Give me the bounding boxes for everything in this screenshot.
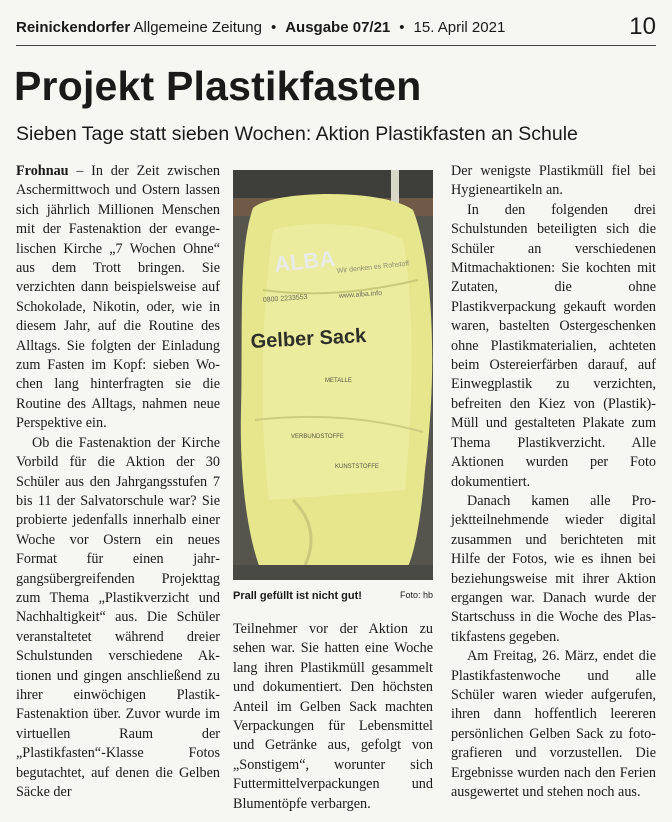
article-column-2 xyxy=(233,620,433,814)
article-title: Projekt Plastikfasten xyxy=(14,63,422,109)
bag-label-verbund: VERBUNDSTOFFE xyxy=(291,434,344,440)
issue-number: Ausgabe 07/21 xyxy=(285,18,391,36)
yellow-bag-photo xyxy=(233,170,433,580)
newspaper-name: Reinickendorfer Allgemeine Zeitung xyxy=(16,18,262,36)
masthead xyxy=(16,12,656,42)
masthead-rule xyxy=(16,45,656,46)
issue-date: 15. April 2021 xyxy=(413,18,506,36)
paragraph: Am Freitag, 26. März, endet die Plastikfastenwoche und alle Schüler waren wieder aufgerufen, ihren dann hoffentlich leereren persönlichen Gelben Sack zu fotografieren und vorzustellen. Die Ergebnisse wurden nach den Ferien ausgewertet und stehen noch aus. xyxy=(451,648,656,800)
paragraph: Teilnehmer vor der Aktion zu sehen war. Sie hatten eine Woche lang ihren Plastikmüll gesammelt und dokumentiert. Den höchsten Anteil im Gelben Sack machten Verpackungen für Lebensmittel und Getränke aus, gefolgt von „Sonstigem“, worunter sich Futtermittelverpackungen und Blumentöpfe verbargen. xyxy=(233,621,433,812)
paragraph: In den folgenden drei Schulstunden beteiligten sich die Schüler an verschiedenen Mitmachaktionen: Sie kochten mit Zutaten, die ohne Plastikverpackung gekauft worden waren, bastelten Ostergeschenken ohne Plastikmaterialien, achteten beim Ostereierfärben darauf, auf Einwegplastik zu verzichten, befreiten den Kiez von (Plastik)-Müll und gestalteten Plakate zum Thema Plastikverzicht. Alle Aktionen wurden per Foto dokumentiert. xyxy=(451,201,656,490)
paragraph: Ob die Fastenaktion der Kirche Vorbild für die Aktion der 30 Schüler aus den Jahrgangsstufen 7 bis 11 der Salvatorschule war? Sie probierte jedenfalls innerhalb einer Woche vor Ostern ein neues Format für einen jahrgangsübergreifenden Projekttag zum Thema „Plastikverzicht und Nachhaltigkeit“ aus. Die Schüler veranstaltetet während dreier Schulstunden verschiedene Aktionen und gingen anschließend zu ihrer einwöchigen Plastik-Fastenaktion über. Zuvor wurde im virtuellen Raum der „Plastikfasten“-Klasse Fotos begutachtet, auf denen die Gelben Säcke der xyxy=(16,434,220,800)
paragraph: Danach kamen alle Projektteilnehmende wieder digital zusammen und berichteten mit Hilfe der Fotos, wie es ihnen bei beziehungsweise mit ihrer Aktion ergangen war. Danach wurde der Startschuss in die Woche des Plastikfastens gegeben. xyxy=(451,492,656,645)
photo-credit: Foto: hb xyxy=(399,590,433,600)
bag-slogan: Wir denken es Rohstoff xyxy=(336,260,410,275)
bag-web: www.alba.info xyxy=(338,289,383,300)
paragraph: Der wenigste Plastikmüll fiel bei Hygieneartikeln an. xyxy=(451,163,656,199)
article-column-3 xyxy=(451,162,656,802)
bag-phone: 0800 2233553 xyxy=(262,293,308,304)
yellow-bag-image xyxy=(233,170,433,580)
photo-caption xyxy=(233,590,433,602)
dateline: Frohnau xyxy=(16,163,69,179)
article-subtitle: Sieben Tage statt sieben Wochen: Aktion Plastikfasten an Schule xyxy=(16,123,578,145)
caption-text: Prall gefüllt ist nicht gut! xyxy=(233,590,362,602)
separator-dot: • xyxy=(270,18,277,36)
bag-label-metall: METALLE xyxy=(325,378,352,384)
bag-title: Gelber Sack xyxy=(250,324,367,353)
bag-label-kunststoff: KUNSTSTOFFE xyxy=(335,464,379,470)
page-number: 10 xyxy=(629,13,656,40)
paragraph xyxy=(16,162,220,434)
article-column-1 xyxy=(16,162,220,802)
paragraph-text: – In der Zeit zwischen Aschermittwoch und Ostern lassen sich jährlich Millionen Menschen mit der Fastenaktion der evangelischen Kirche „7 Wochen Ohne“ aus dem Trott bringen. Sie verzichten dann beispielsweise auf Schokolade, Nikotin, oder, wie in diesem Jahr, auf die Routine des Alltags. Sie folgten der Einladung zum Fasten im Kopf: sieben Wochen lang hinterfragten sie die Routine des Alltags, nahmen neue Perspektive ein. xyxy=(16,163,220,432)
separator-dot: • xyxy=(399,18,405,36)
bag-brand: ALBA xyxy=(272,245,337,277)
